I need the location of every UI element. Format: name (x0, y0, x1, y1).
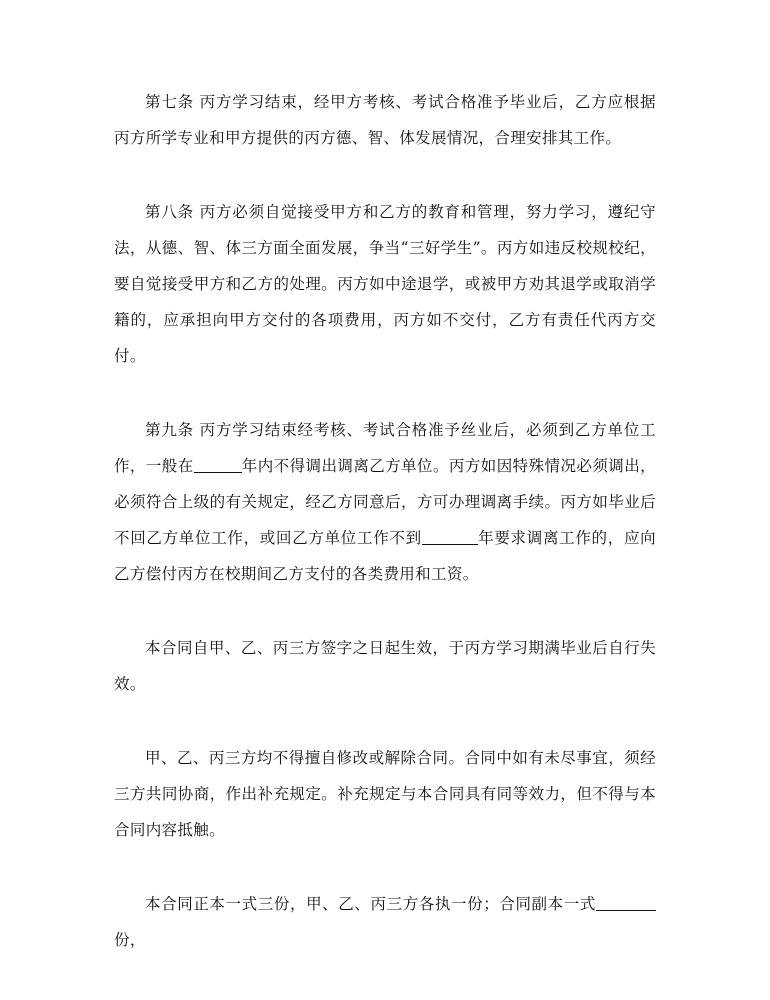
blank-copies-field (596, 895, 656, 912)
article-9-text-2: 年内不得调出调离乙方单位。丙方如因特殊情况必须调出，必须符合上级的有关规定，经乙方同意后，方可办理调离手续。丙方如毕业后不回乙方单位工作，或回乙方单位工作不到 (114, 457, 656, 547)
article-9-text-3: 年要求调离工作的，应向乙方偿付丙方在校期间乙方支付的各类费用和工资。 (114, 529, 656, 583)
blank-years-field-2 (422, 529, 478, 546)
article-7: 第七条 丙方学习结束，经甲方考核、考试合格准予毕业后，乙方应根据丙方所学专业和甲方提供的丙方德、智、体发展情况，合理安排其工作。 (114, 93, 656, 147)
amendment-clause: 甲、乙、丙三方均不得擅自修改或解除合同。合同中如有未尽事宜，须经三方共同协商，作出补充规定。补充规定与本合同具有同等效力，但不得与本合同内容抵触。 (114, 749, 656, 839)
effective-clause: 本合同自甲、乙、丙三方签字之日起生效，于丙方学习期满毕业后自行失效。 (114, 639, 656, 693)
article-9-text-1: 第九条 丙方学习结束经考核、考试合格准予丝业后，必须到乙方单位工作，一般在 (114, 421, 656, 475)
copies-clause (114, 886, 656, 958)
copies-text-2: 份， (114, 931, 146, 949)
article-9 (114, 412, 656, 592)
blank-years-field (194, 457, 242, 474)
article-8: 第八条 丙方必须自觉接受甲方和乙方的教育和管理，努力学习，遵纪守法，从德、智、体三方面全面发展，争当“三好学生”。丙方如违反校规校纪，要自觉接受甲方和乙方的处理。丙方如中途退学，或被甲方劝其退学或取消学籍的，应承担向甲方交付的各项费用，丙方如不交付，乙方有责任代丙方交付。 (114, 203, 656, 365)
contract-page (114, 84, 656, 996)
copies-text-1: 本合同正本一式三份，甲、乙、丙三方各执一份；合同副本一式 (145, 895, 596, 913)
